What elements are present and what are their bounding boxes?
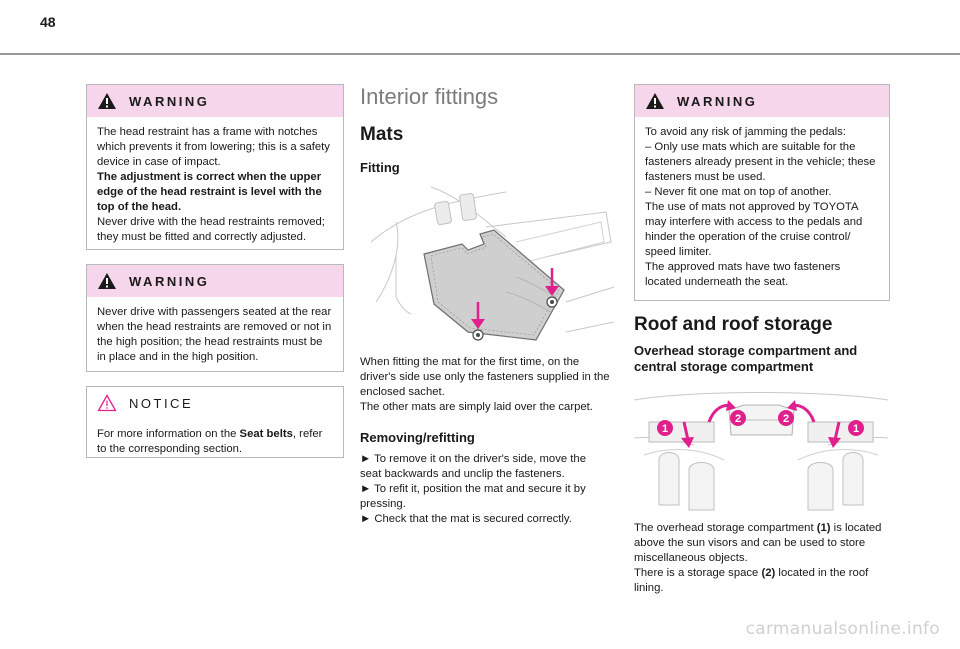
notice-link-text: Seat belts — [239, 428, 293, 440]
callout-1-left: 1 — [661, 423, 669, 435]
heading-overhead-storage: Overhead storage compartment and central storage compartment — [634, 343, 858, 374]
notice-triangle-icon — [97, 394, 117, 412]
warning-header — [87, 265, 343, 297]
section-title-interior-fittings: Interior fittings — [360, 84, 499, 109]
notice-header — [87, 387, 343, 419]
overhead-storage-illustration — [634, 380, 888, 515]
warning-box-pedals: WARNING To avoid any risk of jamming the pedals: – Only use mats which are suitable for the fasteners already present in the vehicle; these fasteners must be used. – Never fit one mat on top of another. The use of mats not approved by TOYOTA may interfere with access to the pedals and hinder the operation of the cruise control/ speed limiter. The approved mats have two fasteners located underneath the seat. — [634, 84, 890, 301]
warning-triangle-icon — [645, 92, 665, 110]
warning-text: Never drive with passengers seated at the rear when the head restraints are removed or not in the high position; the head restraints must be in place and in the high position. — [97, 306, 332, 363]
warning-triangle-icon — [97, 272, 117, 290]
callout-1-right: 1 — [852, 423, 860, 435]
heading-removing-refitting: Removing/refitting — [360, 430, 475, 445]
watermark-text: carmanualsonline.info — [745, 619, 940, 639]
warning-header — [87, 85, 343, 117]
warning-text: Never drive with the head restraints removed; they must be fitted and correctly adjusted. — [97, 216, 325, 243]
removing-paragraph: ► To remove it on the driver's side, move the seat backwards and unclip the fasteners. ► To refit it, position the mat and secure it by pressing. ► Check that the mat is secured correctly. — [360, 453, 586, 525]
header-divider — [0, 53, 960, 55]
notice-box — [86, 386, 344, 458]
warning-box-passengers — [86, 264, 344, 372]
warning-title: WARNING — [129, 93, 210, 109]
warning-title: WARNING — [677, 93, 758, 109]
warning-triangle-icon — [97, 92, 117, 110]
callout-2-left: 2 — [734, 413, 742, 425]
notice-text: For more information on the Seat belts, refer to the corresponding section. — [97, 428, 323, 455]
mat-fitting-illustration — [366, 182, 616, 347]
warning-text: The head restraint has a frame with notches which prevents it from lowering; this is a safety device in case of impact. — [97, 126, 330, 168]
heading-fitting: Fitting — [360, 160, 400, 175]
warning-box-head-restraint — [86, 84, 344, 250]
warning-title: WARNING — [129, 273, 210, 289]
page-number: 48 — [40, 14, 56, 30]
heading-roof-storage: Roof and roof storage — [634, 314, 833, 335]
roof-paragraph: The overhead storage compartment (1) is located above the sun visors and can be used to store miscellaneous objects. There is a storage space (2) located in the roof lining. — [634, 522, 882, 594]
callout-2-right: 2 — [782, 413, 790, 425]
notice-title: NOTICE — [129, 395, 194, 411]
warning-header — [635, 85, 889, 117]
heading-mats: Mats — [360, 124, 404, 145]
fitting-paragraph: When fitting the mat for the first time, on the driver's side use only the fasteners supplied in the enclosed sachet. The other mats are simply laid over the carpet. — [360, 356, 610, 413]
warning-text-bold: The adjustment is correct when the upper edge of the head restraint is level with the top of the head. — [97, 171, 322, 213]
